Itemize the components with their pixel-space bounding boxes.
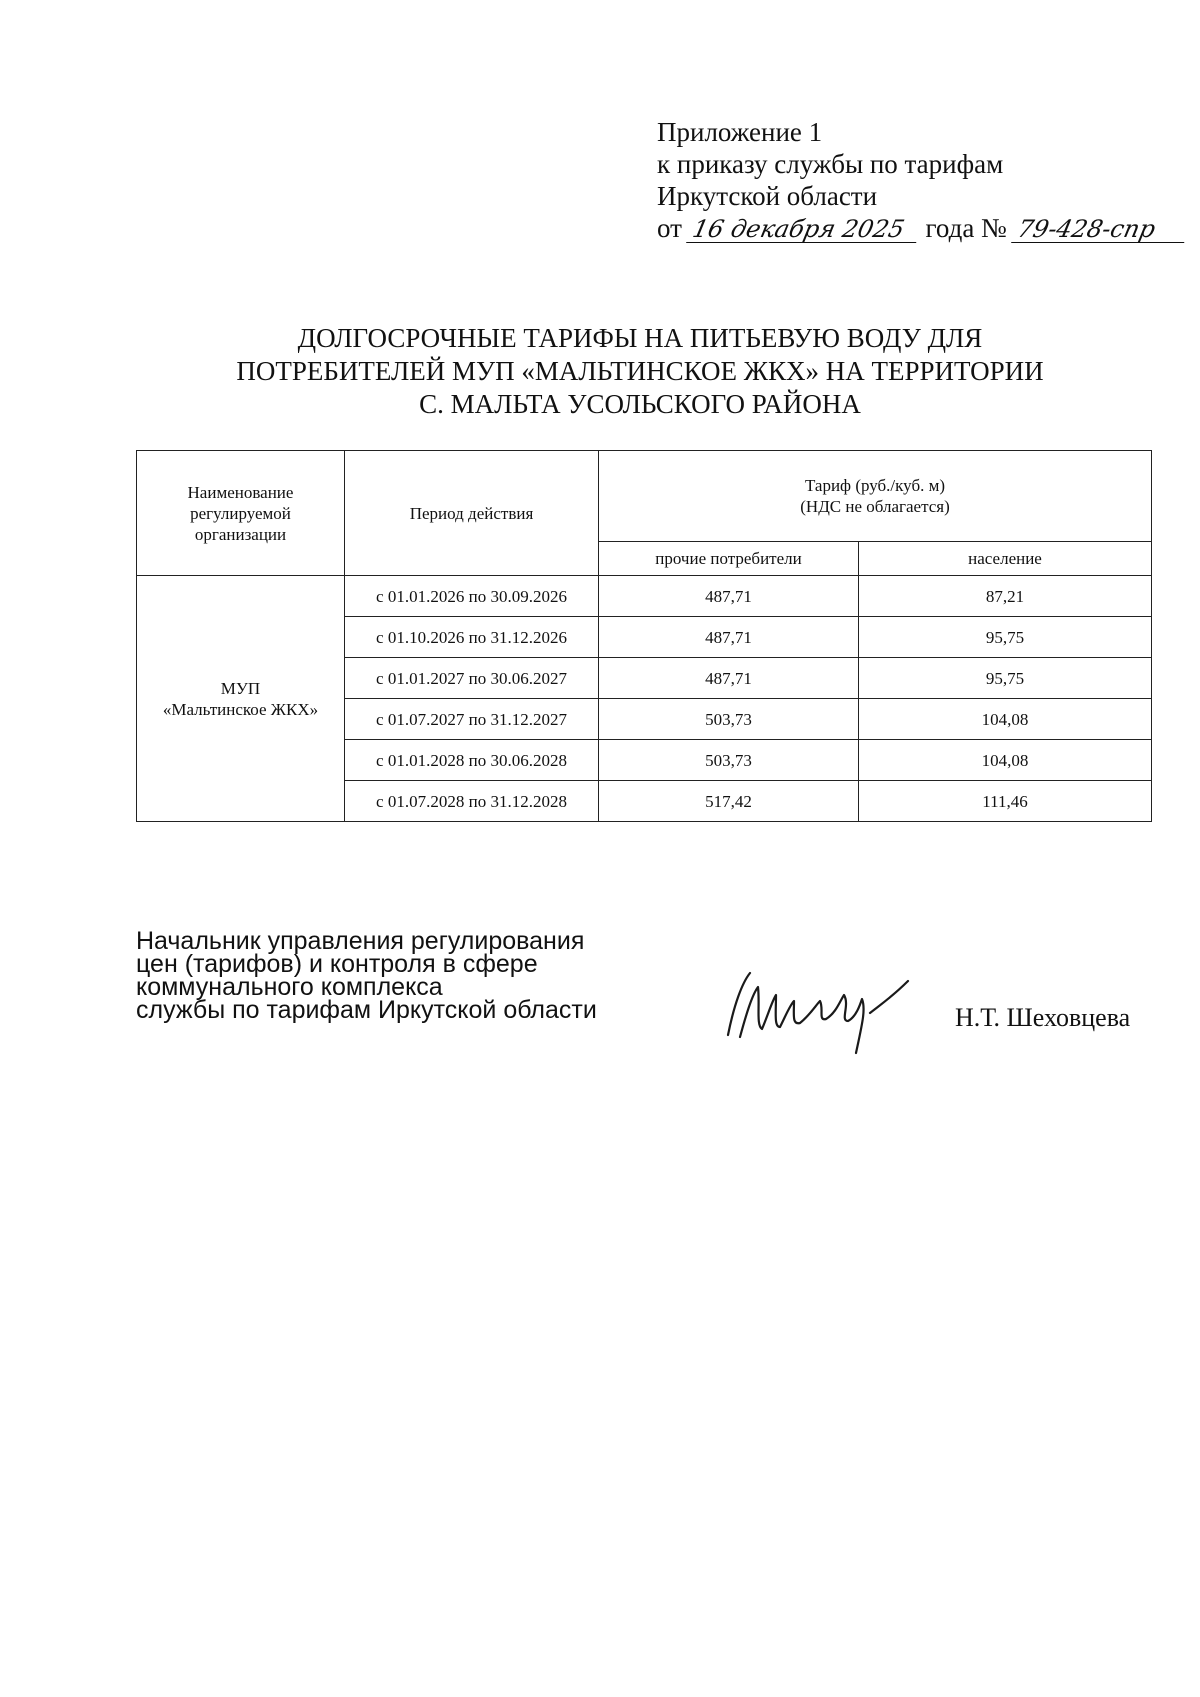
period-cell: с 01.07.2028 по 31.12.2028 — [345, 781, 599, 822]
handwritten-signature-icon — [720, 965, 930, 1055]
period-cell: с 01.01.2028 по 30.06.2028 — [345, 740, 599, 781]
signer-title — [136, 927, 597, 1024]
org-name-cell — [137, 576, 345, 822]
appendix-block — [657, 116, 1187, 244]
header-population: население — [859, 542, 1152, 576]
period-cell: с 01.10.2026 по 31.12.2026 — [345, 617, 599, 658]
title-line-3: С. МАЛЬТА УСОЛЬСКОГО РАЙОНА — [419, 389, 861, 419]
signer-line-4: службы по тарифам Иркутской области — [136, 996, 597, 1024]
population-tariff-cell: 87,21 — [859, 576, 1152, 617]
header-period: Период действия — [345, 451, 599, 576]
org-name-line-2: «Мальтинское ЖКХ» — [162, 699, 319, 719]
org-name-line-1: МУП — [220, 678, 261, 698]
handwritten-date: 16 декабря 2025 — [686, 216, 922, 243]
signer-line-1: Начальник управления регулирования — [136, 927, 585, 955]
period-cell: с 01.07.2027 по 31.12.2027 — [345, 699, 599, 740]
population-tariff-cell: 111,46 — [859, 781, 1152, 822]
handwritten-order-number: 79-428-спр — [1011, 216, 1190, 243]
header-tariff-line-2: (НДС не облагается) — [800, 497, 950, 516]
signer-line-2: цен (тарифов) и контроля в сфере — [136, 950, 538, 978]
appendix-line-1: Приложение 1 — [657, 117, 823, 147]
other-tariff-cell: 517,42 — [599, 781, 859, 822]
population-tariff-cell: 95,75 — [859, 617, 1152, 658]
title-line-1: ДОЛГОСРОЧНЫЕ ТАРИФЫ НА ПИТЬЕВУЮ ВОДУ ДЛЯ — [297, 323, 983, 353]
document-title — [190, 322, 1090, 421]
other-tariff-cell: 487,71 — [599, 658, 859, 699]
header-tariff-line-1: Тариф (руб./куб. м) — [804, 476, 946, 495]
other-tariff-cell: 503,73 — [599, 699, 859, 740]
period-cell: с 01.01.2026 по 30.09.2026 — [345, 576, 599, 617]
table-header-row — [137, 451, 1152, 542]
header-other-consumers: прочие потребители — [599, 542, 859, 576]
table-row — [137, 576, 1152, 617]
population-tariff-cell: 95,75 — [859, 658, 1152, 699]
signer-name: Н.Т. Шеховцева — [955, 1003, 1131, 1032]
appendix-line-4 — [657, 212, 1187, 244]
from-label: от — [657, 213, 682, 243]
appendix-line-2: к приказу службы по тарифам — [657, 149, 1004, 179]
other-tariff-cell: 503,73 — [599, 740, 859, 781]
population-tariff-cell: 104,08 — [859, 740, 1152, 781]
year-label: года № — [925, 213, 1007, 243]
signer-line-3: коммунального комплекса — [136, 973, 443, 1001]
title-line-2: ПОТРЕБИТЕЛЕЙ МУП «МАЛЬТИНСКОЕ ЖКХ» НА ТЕРРИТОРИИ — [236, 356, 1044, 386]
other-tariff-cell: 487,71 — [599, 617, 859, 658]
header-org: Наименование регулируемой организации — [137, 451, 345, 576]
population-tariff-cell: 104,08 — [859, 699, 1152, 740]
period-cell: с 01.01.2027 по 30.06.2027 — [345, 658, 599, 699]
appendix-line-3: Иркутской области — [657, 181, 878, 211]
other-tariff-cell: 487,71 — [599, 576, 859, 617]
tariff-table — [136, 450, 1152, 822]
header-tariff — [599, 451, 1152, 542]
